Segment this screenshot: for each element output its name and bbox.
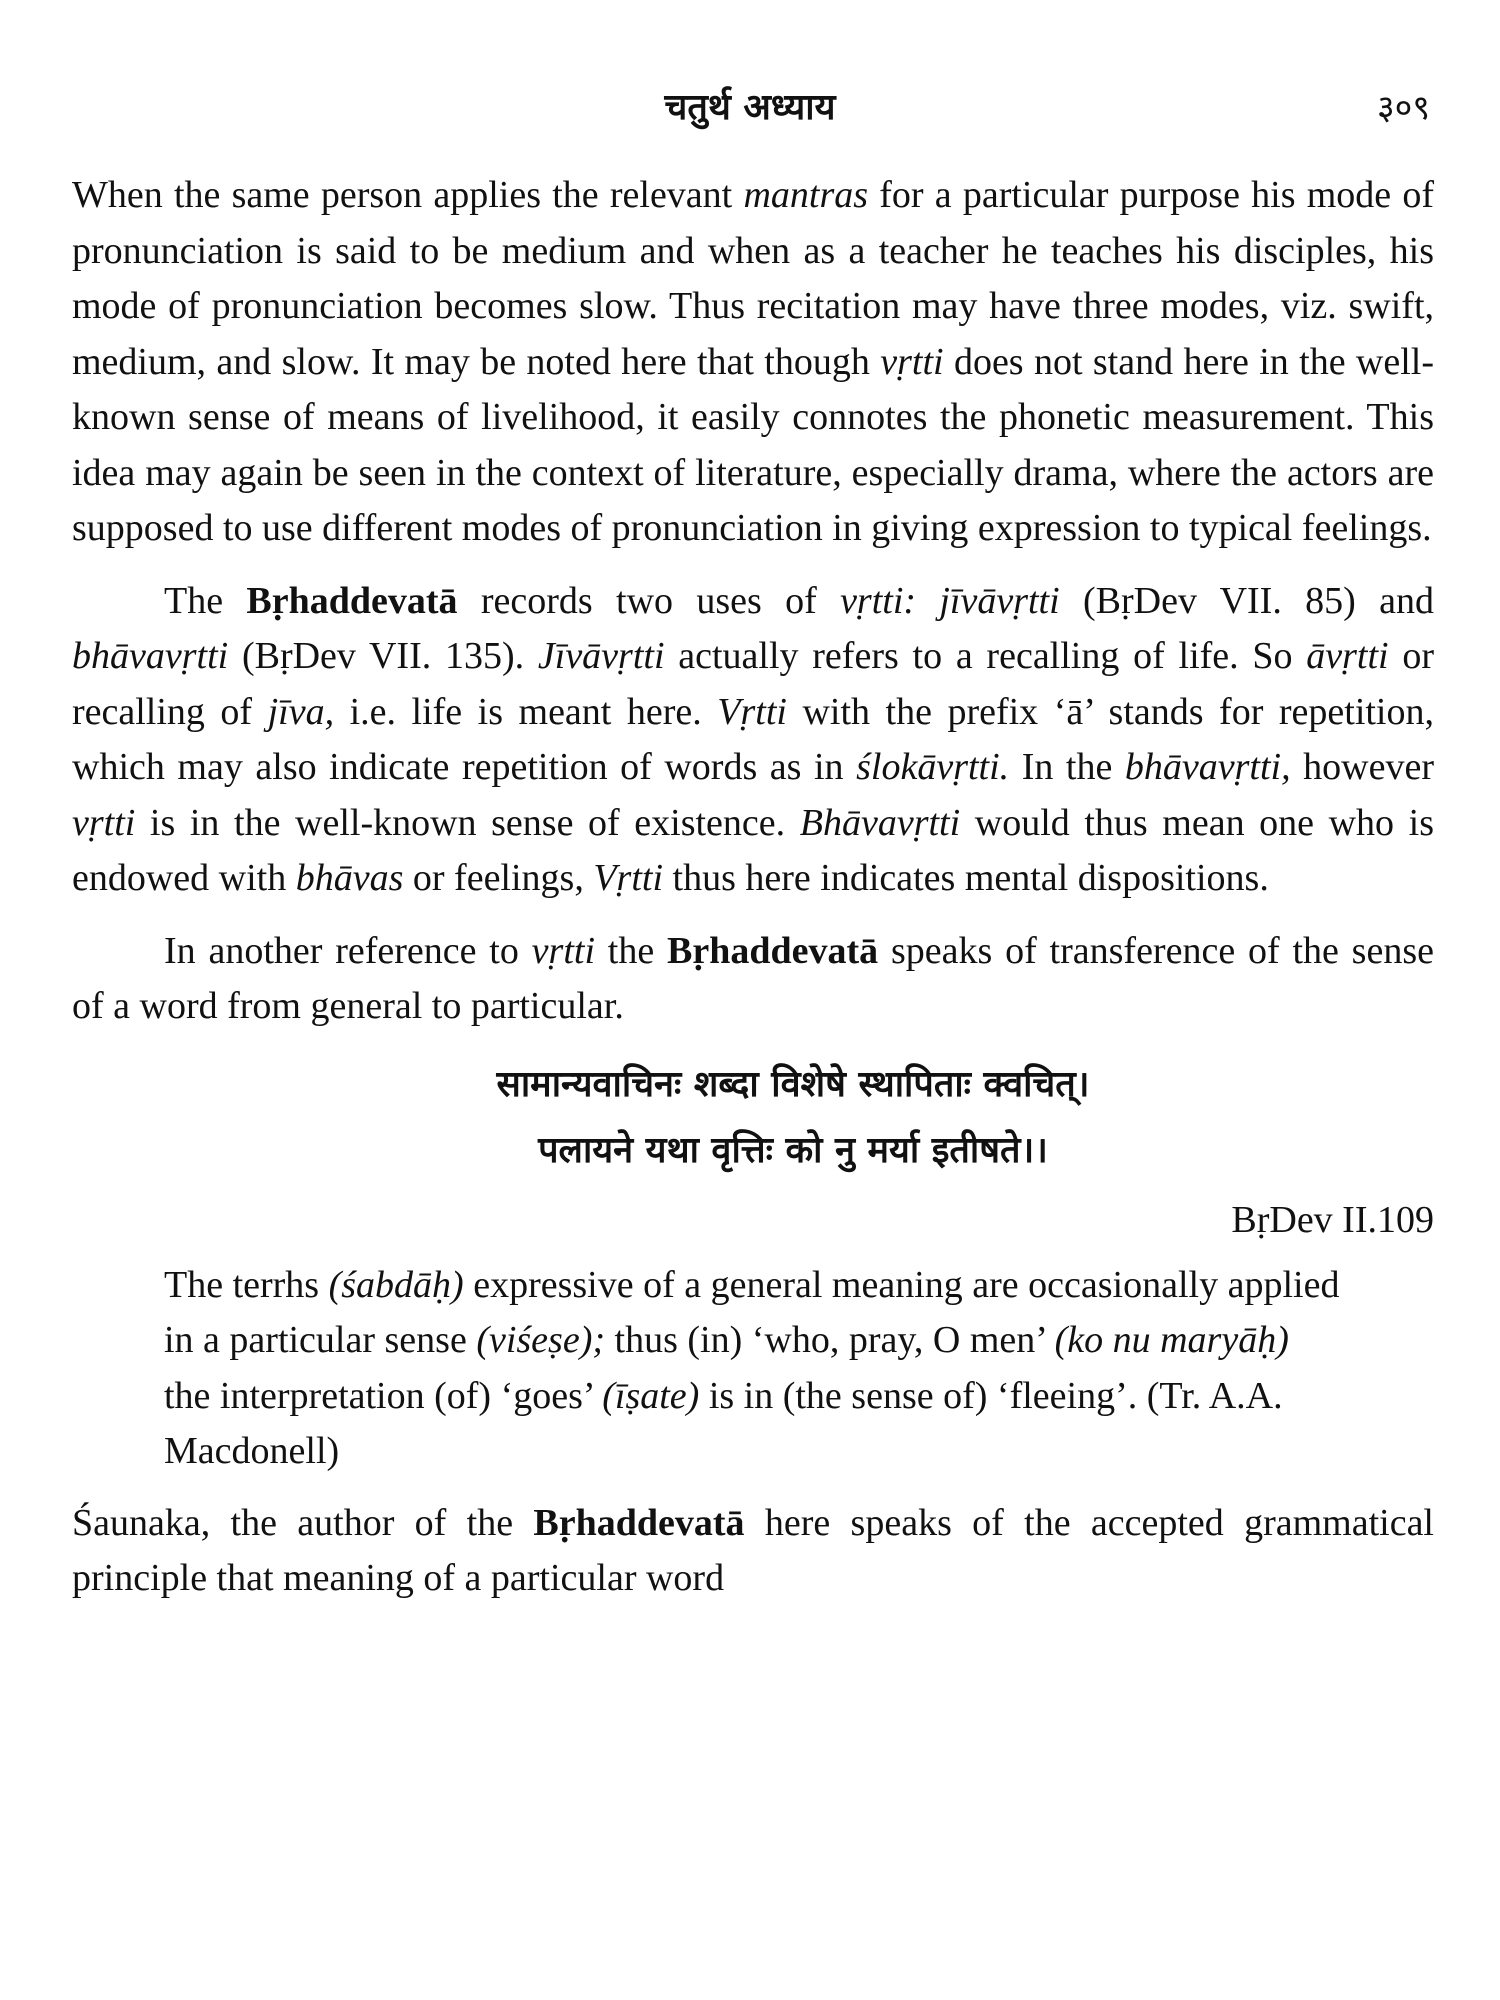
paragraph-transference: [72, 924, 1434, 1035]
italic-term: bhāvas: [295, 857, 404, 899]
text-run: is in (the sense of) ‘fleeing’. (Tr. A.A. Macdonell): [164, 1374, 1283, 1472]
italic-term: ślokāvṛtti.: [856, 746, 1010, 788]
italic-term: Vṛtti: [593, 857, 664, 899]
text-run: thus (in) ‘who, pray, O men’: [605, 1319, 1055, 1361]
page-number: ३०९: [1376, 88, 1430, 128]
bold-title: Bṛhaddevatā: [667, 929, 879, 972]
italic-term: vṛtti: [72, 801, 136, 844]
italic-term: vṛtti: jīvāvṛtti: [840, 579, 1060, 622]
text-run: or feelings,: [403, 857, 594, 899]
text-run: here speaks of the accepted grammatical principle that meaning of a particular word: [72, 1501, 1434, 1599]
body-text: [72, 168, 1434, 1624]
text-run: In another reference to: [164, 929, 532, 972]
text-run: however: [1290, 746, 1434, 788]
verse-line-2: पलायने यथा वृत्तिः को नु मर्या इतीषते।।: [538, 1129, 1048, 1171]
running-head: [70, 78, 1430, 138]
text-run: The: [164, 579, 247, 622]
italic-term: vṛtti: [531, 929, 595, 972]
text-run: thus here indicates mental dispositions.: [663, 857, 1269, 899]
text-run: Śaunaka, the author of the: [72, 1501, 534, 1544]
italic-term: Jīvāvṛtti: [537, 635, 665, 677]
verse-source-reference: BṛDev II.109: [1231, 1198, 1434, 1241]
bold-title: Bṛhaddevatā: [533, 1501, 745, 1544]
italic-term: mantras: [743, 174, 869, 216]
bold-title: Bṛhaddevatā: [246, 579, 458, 622]
italic-term: bhāvavṛtti: [72, 635, 229, 677]
text-run: the: [595, 929, 668, 972]
italic-term: Bhāvavṛtti: [799, 801, 961, 844]
italic-term: bhāvavṛtti,: [1124, 746, 1291, 788]
sanskrit-verse: [72, 1052, 1434, 1184]
italic-term: (viśeṣe);: [476, 1319, 606, 1361]
text-run: speaks of transference of the sense of a word from general to particular.: [72, 929, 1434, 1027]
text-run: i.e. life is meant here.: [334, 690, 718, 733]
paragraph-pronunciation-modes: [72, 168, 1434, 557]
text-run: for a particular purpose his mode of pronunciation is said to be medium and when as a teacher he teaches his disciples, his mode of pronunciation becomes slow. Thus recitation may have three modes, viz. swift, medium, and slow. It may be noted here that though: [72, 174, 1434, 383]
text-run: would thus mean one who is endowed with: [72, 801, 1434, 899]
italic-term: (śabdāḥ): [328, 1263, 464, 1306]
italic-term: vṛtti: [880, 340, 944, 383]
paragraph-saunaka: [72, 1496, 1434, 1607]
text-run: (BṛDev VII. 135).: [228, 635, 538, 677]
italic-term: (īṣate): [602, 1374, 700, 1417]
text-run: does not stand here in the well-known sense of means of livelihood, it easily connotes the phonetic measurement. This idea may again be seen in the context of literature, especially drama, where the actors are supposed to use different modes of pronunciation in giving expression to typical feelings.: [72, 340, 1435, 549]
text-run: The terrhs: [164, 1263, 329, 1306]
text-run: (BṛDev VII. 85) and: [1059, 579, 1434, 622]
italic-term: Vṛtti: [717, 690, 787, 733]
text-run: with the prefix ‘ā’ stands for repetition, which may also indicate repetition of words as in: [72, 690, 1434, 788]
italic-term: āvṛtti: [1306, 635, 1389, 677]
text-run: When the same person applies the relevant: [72, 174, 744, 216]
text-run: is in the well-known sense of existence.: [135, 801, 800, 844]
text-run: or recalling of: [72, 635, 1435, 733]
paragraph-brhaddevata-uses: [72, 574, 1434, 907]
verse-line-1: सामान्यवाचिनः शब्दा विशेषे स्थापिताः क्वचित्।: [496, 1063, 1090, 1105]
chapter-title: चतुर्थ अध्याय: [664, 87, 836, 128]
text-run: records two uses of: [457, 579, 841, 622]
italic-term: jīva,: [267, 690, 335, 733]
text-run: In the: [1009, 746, 1125, 788]
text-run: actually refers to a recalling of life. So: [664, 635, 1307, 677]
italic-term: (ko nu maryāḥ): [1054, 1319, 1289, 1361]
text-run: expressive of a general meaning are occasionally applied in a particular sense: [164, 1263, 1340, 1361]
text-run: the interpretation (of) ‘goes’: [164, 1374, 603, 1417]
verse-translation: [164, 1258, 1344, 1480]
